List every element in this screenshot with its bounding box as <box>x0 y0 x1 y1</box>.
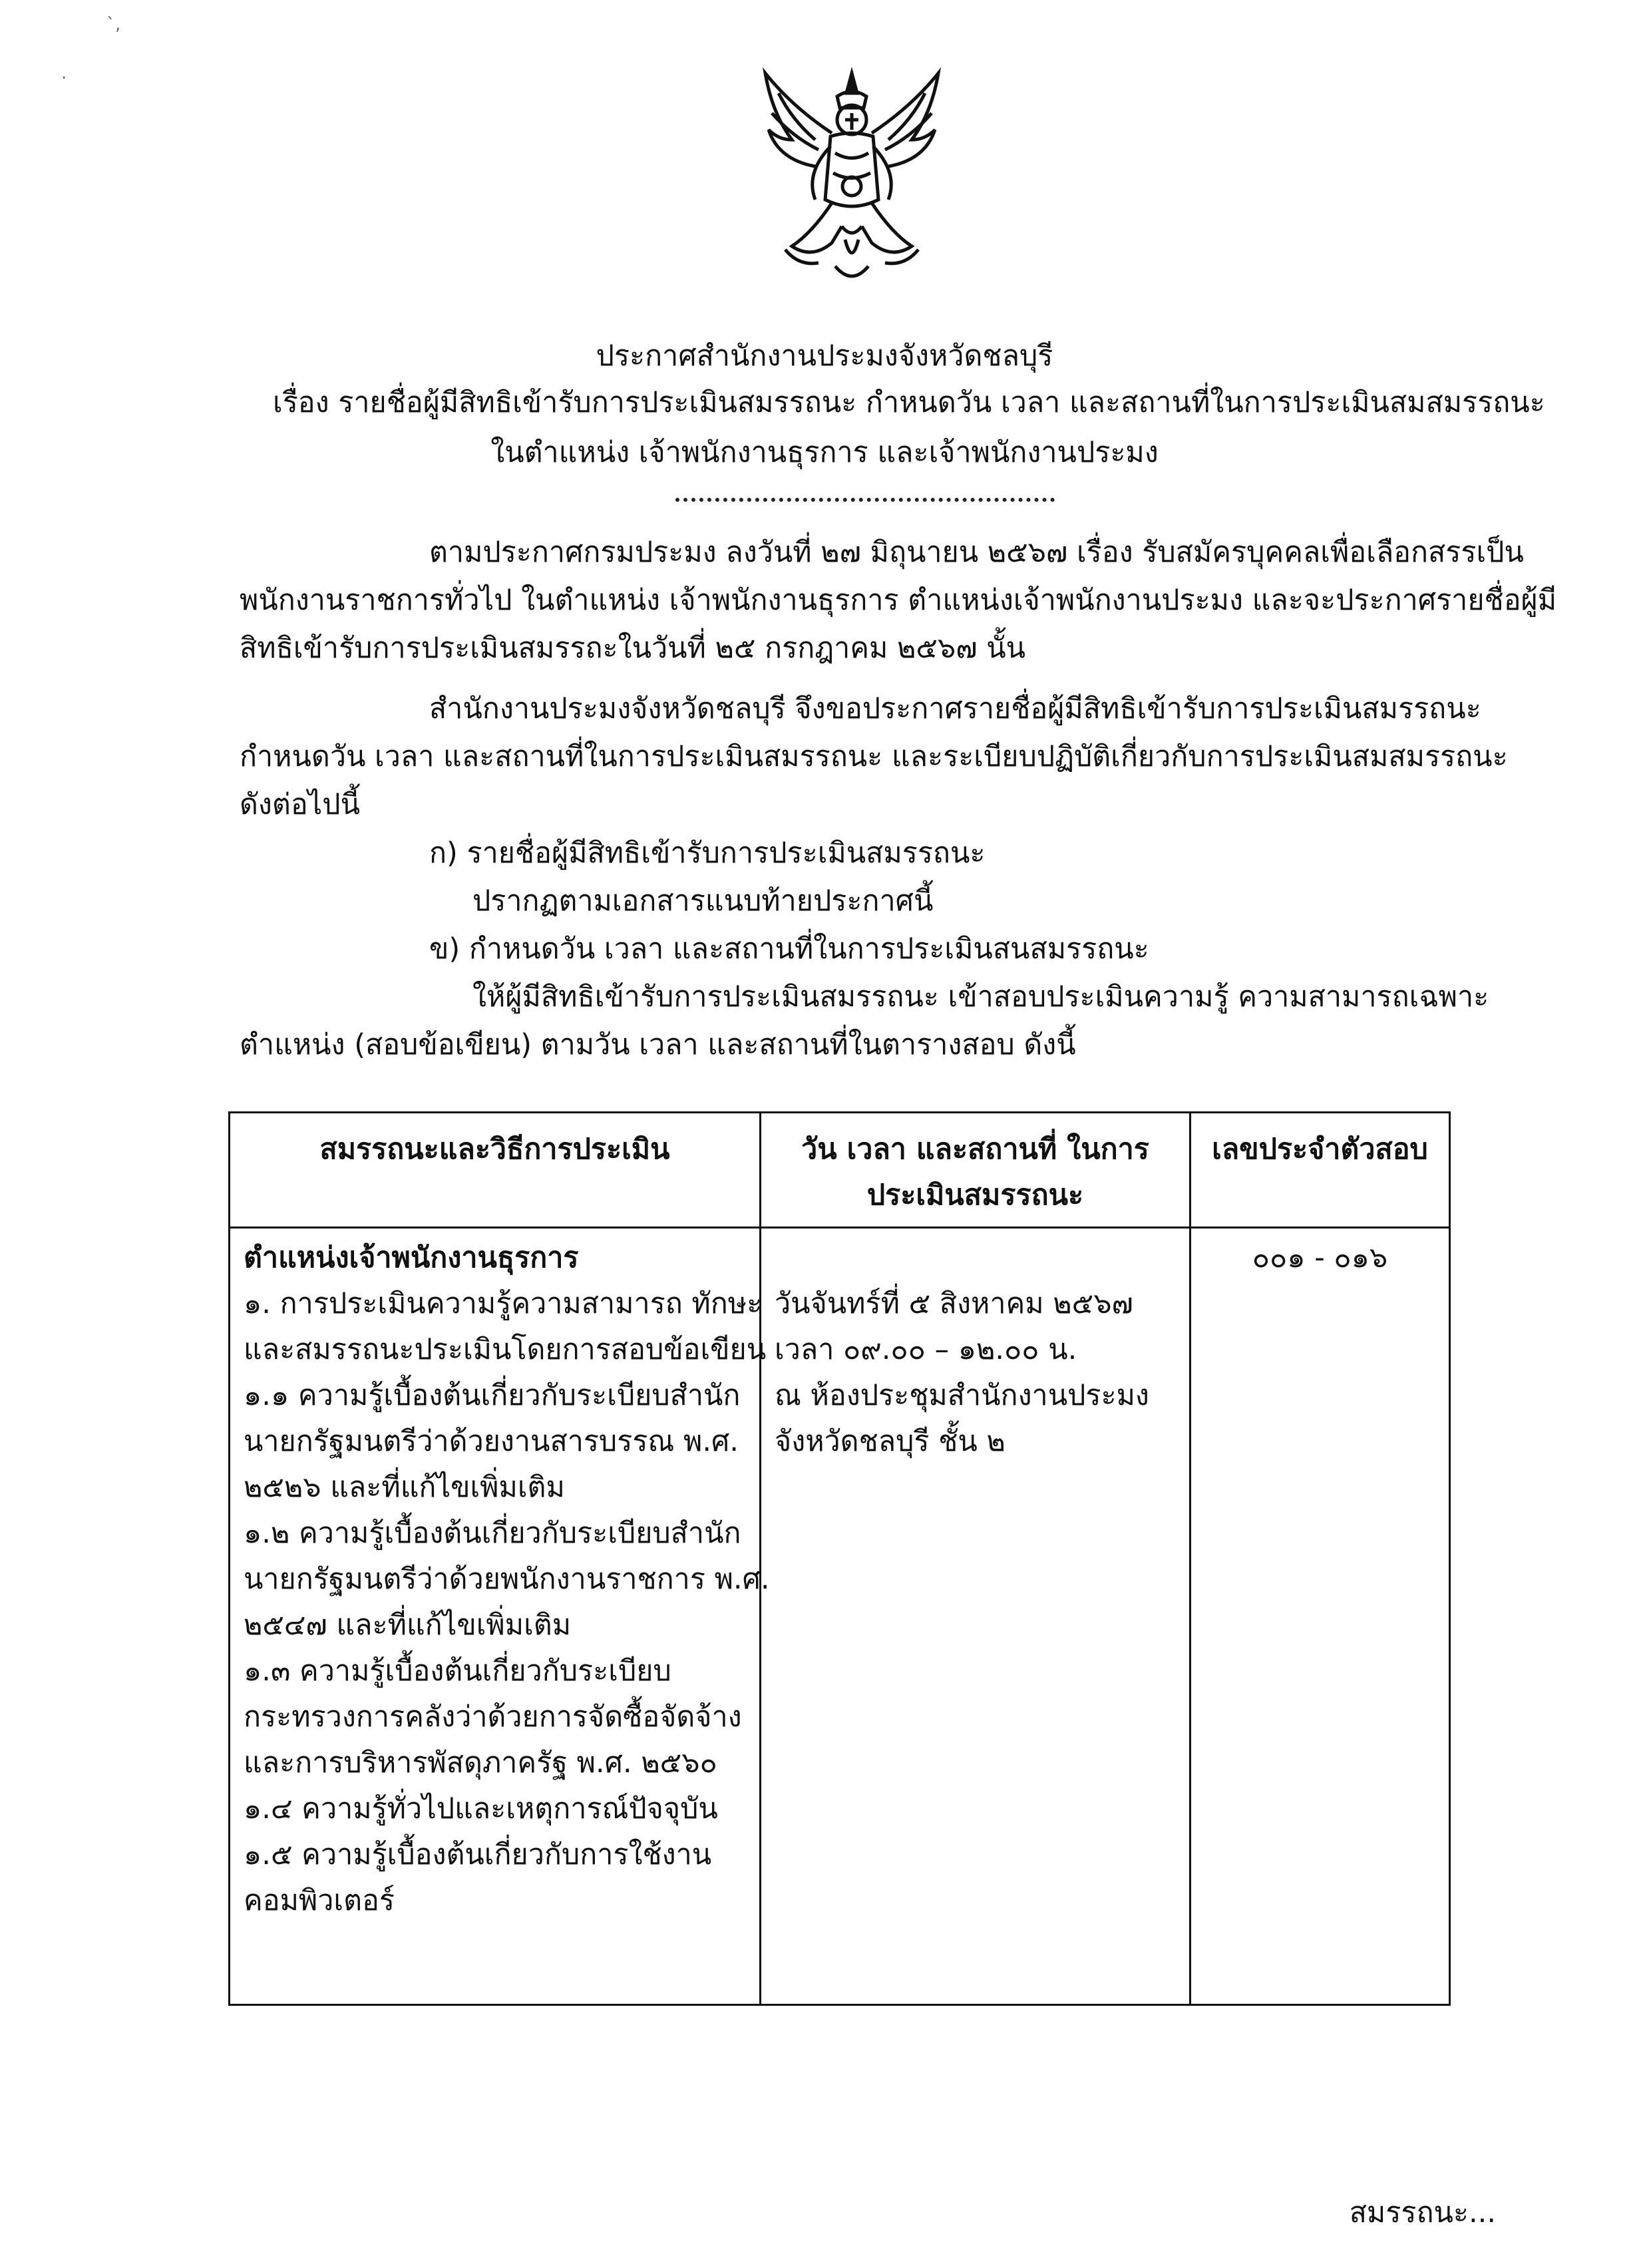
competency-line: และการบริหารพัสดุภาครัฐ พ.ศ. ๒๕๖๐ <box>244 1746 717 1780</box>
competency-line: และสมรรถนะประเมินโดยการสอบข้อเขียน <box>244 1333 767 1366</box>
schedule-cell <box>761 1228 1191 2005</box>
competency-line: ๑.๒ ความรู้เบื้องต้นเกี่ยวกับระเบียบสำนัก <box>244 1517 741 1550</box>
para1-line3: สิทธิเข้ารับการประเมินสมรรถะในวันที่ ๒๕ กรกฎาคม ๒๕๖๗ นั้น <box>240 632 1026 665</box>
item-b-line1: ให้ผู้มีสิทธิเข้ารับการประเมินสมรรถนะ เข้าสอบประเมินความรู้ ความสามารถเฉพาะ <box>472 980 1489 1014</box>
competency-cell <box>230 1228 770 2005</box>
header-exam-number-label: เลขประจำตัวสอบ <box>1212 1133 1428 1166</box>
schedule-time: เวลา ๐๙.๐๐ – ๑๒.๐๐ น. <box>775 1333 1077 1366</box>
competency-line: นายกรัฐมนตรีว่าด้วยงานสารบรรณ พ.ศ. <box>244 1425 739 1458</box>
scan-speck: `, <box>106 15 121 35</box>
subject-line-2: ในตำแหน่ง เจ้าพนักงานธุรการ และเจ้าพนักงานประมง <box>490 436 1159 469</box>
competency-line: ๒๕๒๖ และที่แก้ไขเพิ่มเติม <box>244 1471 565 1504</box>
schedule-location-detail: จังหวัดชลบุรี ชั้น ๒ <box>775 1425 1006 1458</box>
para2-line3: ดังต่อไปนี้ <box>240 788 360 821</box>
competency-line: กระทรวงการคลังว่าด้วยการจัดซื้อจัดจ้าง <box>244 1700 742 1734</box>
header-exam-number <box>1191 1113 1450 1228</box>
scan-speck: . <box>61 63 67 83</box>
subject-line-1: เรื่อง รายชื่อผู้มีสิทธิเข้ารับการประเมินสมรรถนะ กำหนดวัน เวลา และสถานที่ในการประเมินสมสมรรถนะ <box>273 386 1545 419</box>
header-competency-label: สมรรถนะและวิธีการประเมิน <box>319 1133 670 1166</box>
table-row <box>230 1228 1450 2005</box>
header-competency <box>230 1113 761 1228</box>
competency-line: ๑.๕ ความรู้เบื้องต้นเกี่ยวกับการใช้งาน <box>244 1838 712 1871</box>
table-header-row <box>230 1113 1450 1228</box>
item-b: ข) กำหนดวัน เวลา และสถานที่ในการประเมินสนสมรรถนะ <box>429 932 1149 966</box>
competency-line: ๑.๔ ความรู้ทั่วไปและเหตุการณ์ปัจจุบัน <box>244 1792 718 1825</box>
item-a-detail: ปรากฏตามเอกสารแนบท้ายประกาศนี้ <box>472 884 934 918</box>
item-b-line2: ตำแหน่ง (สอบข้อเขียน) ตามวัน เวลา และสถานที่ในตารางสอบ ดังนี้ <box>240 1028 1076 1061</box>
schedule-date: วันจันทร์ที่ ๕ สิงหาคม ๒๕๖๗ <box>775 1287 1133 1320</box>
schedule-location: ณ ห้องประชุมสำนักงานประมง <box>775 1379 1149 1412</box>
para1-line1: ตามประกาศกรมประมง ลงวันที่ ๒๗ มิถุนายน ๒๕๖๗ เรื่อง รับสมัครบุคคลเพื่อเลือกสรรเป็น <box>429 536 1524 569</box>
garuda-emblem-icon <box>752 67 952 293</box>
competency-line: ๑.๓ ความรู้เบื้องต้นเกี่ยวกับระเบียบ <box>244 1654 671 1688</box>
exam-number-range: ๐๐๑ - ๐๑๖ <box>1252 1241 1388 1274</box>
competency-line: นายกรัฐมนตรีว่าด้วยพนักงานราชการ พ.ศ. <box>244 1563 770 1596</box>
para1-line2: พนักงานราชการทั่วไป ในตำแหน่ง เจ้าพนักงานธุรการ ตำแหน่งเจ้าพนักงานประมง และจะประกาศรายชื่อผู้มี <box>240 584 1557 617</box>
exam-schedule-table <box>228 1111 1451 2006</box>
para2-line2: กำหนดวัน เวลา และสถานที่ในการประเมินสมรรถนะ และระเบียบปฏิบัติเกี่ยวกับการประเมินสมสมรรถนะ <box>240 740 1508 773</box>
competency-line: ๒๕๔๗ และที่แก้ไขเพิ่มเติม <box>244 1608 572 1642</box>
announcement-title: ประกาศสำนักงานประมงจังหวัดชลบุรี <box>596 339 1053 373</box>
competency-line: คอมพิวเตอร์ <box>244 1884 395 1917</box>
continued-marker: สมรรถนะ... <box>1349 2196 1496 2229</box>
header-schedule <box>761 1113 1191 1228</box>
header-schedule-label-2: ประเมินสมรรถนะ <box>866 1179 1084 1212</box>
position-title: ตำแหน่งเจ้าพนักงานธุรการ <box>244 1241 579 1274</box>
competency-line: ๑. การประเมินความรู้ความสามารถ ทักษะ <box>244 1287 763 1320</box>
para2-line1: สำนักงานประมงจังหวัดชลบุรี จึงขอประกาศรายชื่อผู้มีสิทธิเข้ารับการประเมินสมรรถนะ <box>429 692 1481 725</box>
header-schedule-label-1: วัน เวลา และสถานที่ ในการ <box>801 1133 1149 1166</box>
title-divider <box>675 498 1055 502</box>
exam-number-cell <box>1191 1228 1450 2005</box>
schedule-block <box>775 1235 1176 1465</box>
item-a: ก) รายชื่อผู้มีสิทธิเข้ารับการประเมินสมรรถนะ <box>429 837 986 870</box>
competency-line: ๑.๑ ความรู้เบื้องต้นเกี่ยวกับระเบียบสำนัก <box>244 1379 741 1412</box>
